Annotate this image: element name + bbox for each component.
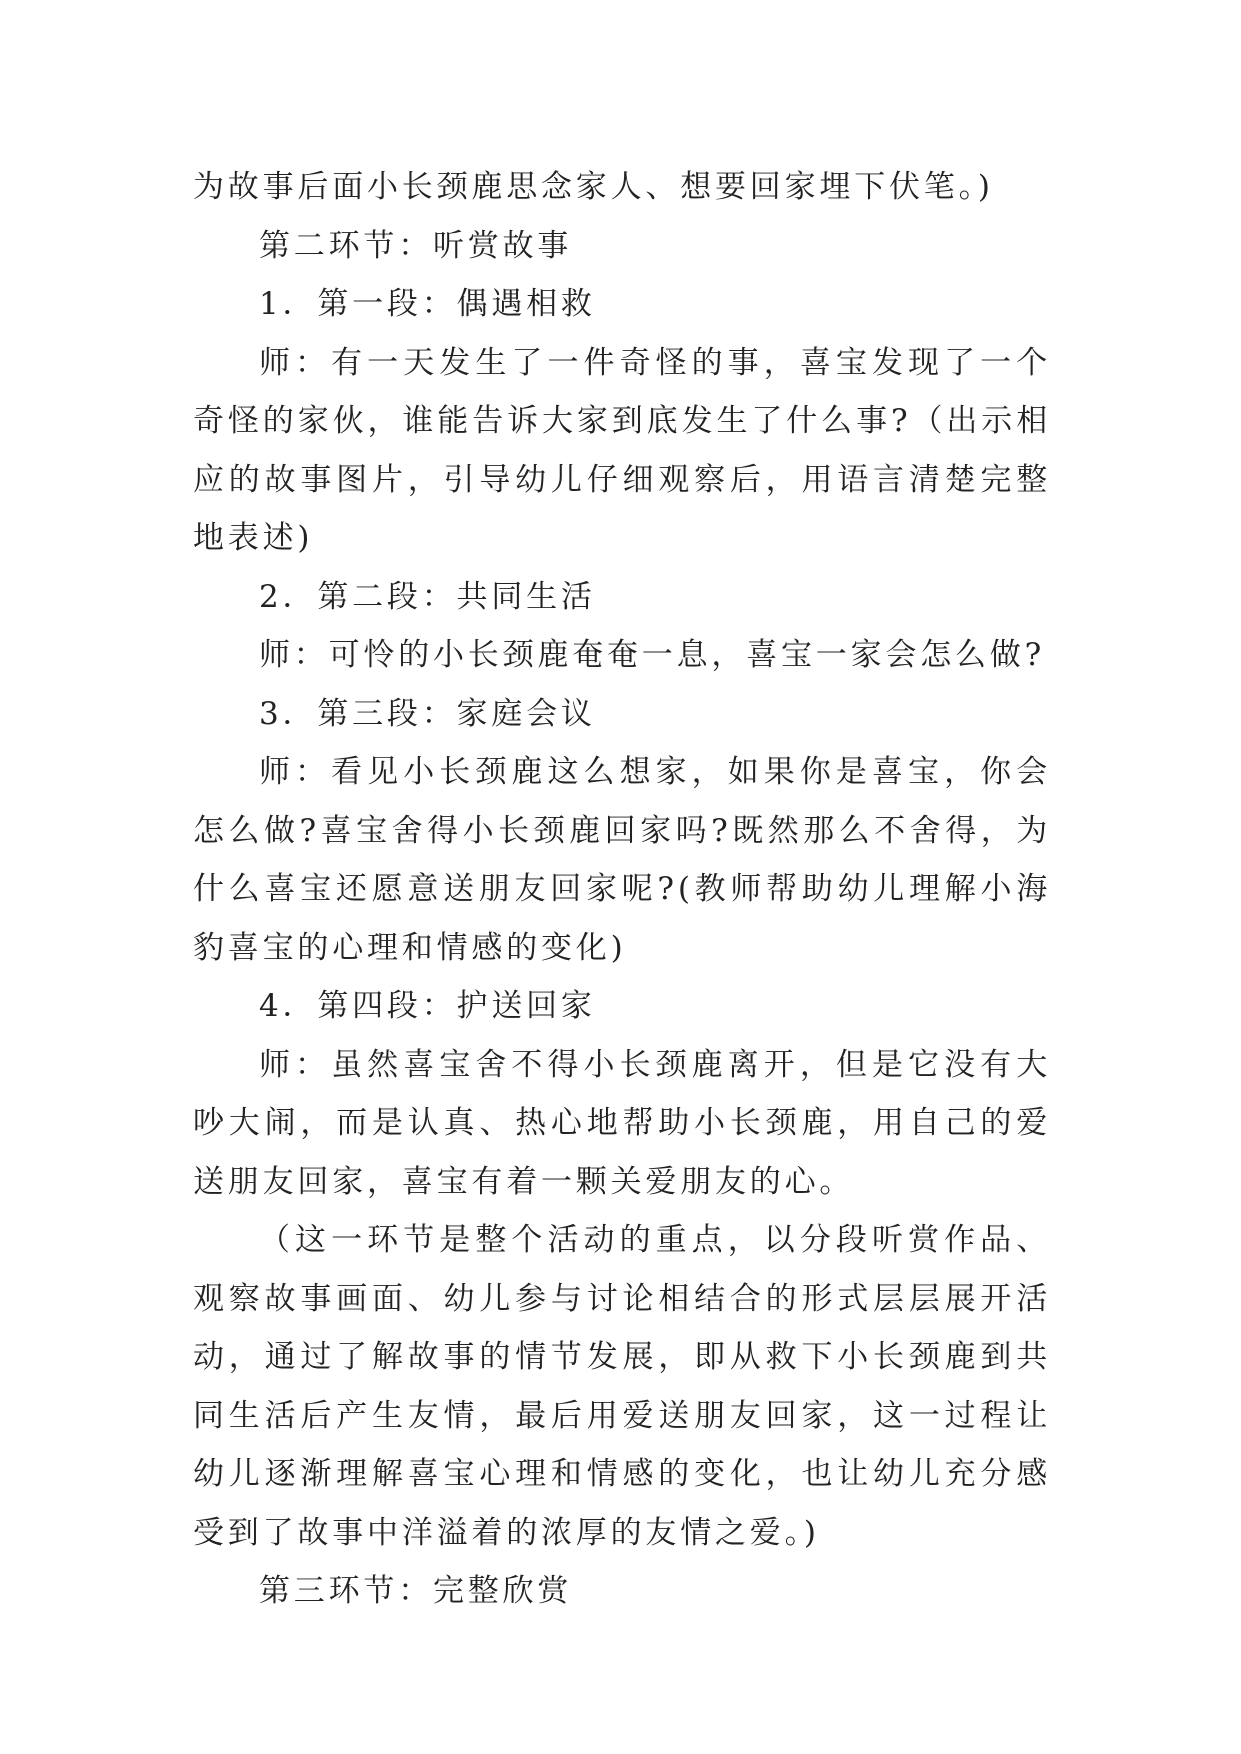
paragraph-teacher-1: 师：有一天发生了一件奇怪的事，喜宝发现了一个奇怪的家伙，谁能告诉大家到底发生了什么事?（出示相应的故事图片，引导幼儿仔细观察后，用语言清楚完整地表述) [193,344,1051,556]
paragraph-teacher-3: 师：看见小长颈鹿这么想家，如果你是喜宝，你会怎么做?喜宝舍得小长颈鹿回家吗?既然那么不舍得，为什么喜宝还愿意送朋友回家呢?(教师帮助幼儿理解小海豹喜宝的心理和情感的变化) [193,754,1051,966]
paragraph-teacher-4: 师：虽然喜宝舍不得小长颈鹿离开，但是它没有大吵大闹，而是认真、热心地帮助小长颈鹿，用自己的爱送朋友回家，喜宝有着一颗关爱朋友的心。 [193,1046,1051,1200]
paragraph-continuation: 为故事后面小长颈鹿思念家人、想要回家埋下伏笔。) [193,169,994,205]
section-heading-listen-story: 第二环节：听赏故事 [259,227,573,264]
section-heading-full-appreciation: 第三环节：完整欣赏 [259,1573,573,1609]
paragraph-note: （这一环节是整个活动的重点，以分段听赏作品、观察故事画面、幼儿参与讨论相结合的形式层层展开活动，通过了解故事的情节发展，即从救下小长颈鹿到共同生活后产生友情，最后用爱送朋友回家，这一过程让幼儿逐渐理解喜宝心理和情感的变化，也让幼儿充分感受到了故事中洋溢着的浓厚的友情之爱。) [193,1222,1051,1551]
subsection-heading-4: 4．第四段：护送回家 [259,988,596,1024]
paragraph-teacher-2: 师：可怜的小长颈鹿奄奄一息，喜宝一家会怎么做? [259,637,1046,673]
subsection-heading-3: 3．第三段：家庭会议 [259,695,596,732]
subsection-heading-1: 1．第一段：偶遇相救 [259,286,596,322]
document-page [193,158,1051,1621]
subsection-heading-2: 2．第二段：共同生活 [259,578,596,615]
